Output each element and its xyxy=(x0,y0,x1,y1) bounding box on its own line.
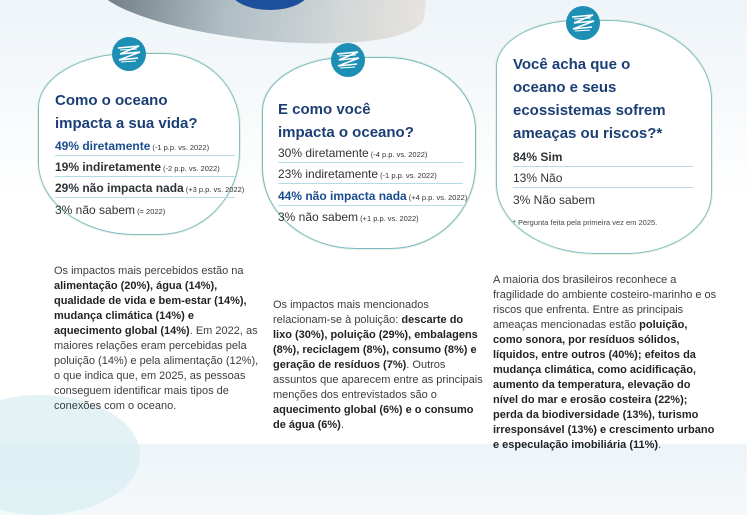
row-value: 19% indiretamente xyxy=(55,160,162,174)
paragraph-perceived-impacts xyxy=(54,264,264,414)
card1-row-no-impact xyxy=(55,181,244,195)
row-delta: (+4 p.p. vs. 2022) xyxy=(408,193,468,202)
para-text: Os impactos mais mencionados relacionam-se à poluição: xyxy=(273,299,429,326)
card3-title-line3: ecossistemas sofrem xyxy=(513,102,666,119)
para-text: . xyxy=(658,439,662,451)
card1-title xyxy=(55,89,198,135)
card3-row-yes xyxy=(513,150,562,164)
globe-icon xyxy=(566,6,600,40)
card1-row-indirectly xyxy=(55,160,220,174)
row-delta: (-4 p.p. vs. 2022) xyxy=(370,150,428,159)
row-delta: (+3 p.p. vs. 2022) xyxy=(185,185,245,194)
para-text: . Outros assuntos que aparecem entre as principais menções dos entrevistados são o xyxy=(273,359,483,401)
row-delta: (-1 p.p. vs. 2022) xyxy=(380,171,437,180)
card2-row-no-impact xyxy=(278,189,467,203)
paragraph-mentioned-impacts xyxy=(273,298,483,433)
para-text: . xyxy=(340,419,344,431)
separator xyxy=(55,155,235,156)
card2-title xyxy=(278,98,414,144)
card3-row-no xyxy=(513,171,562,185)
card3-title xyxy=(513,53,666,145)
separator xyxy=(278,183,463,184)
row-value: 49% diretamente xyxy=(55,139,151,153)
card1-row-directly xyxy=(55,139,209,153)
row-delta: (-2 p.p. vs. 2022) xyxy=(163,164,220,173)
row-delta: (+1 p.p. vs. 2022) xyxy=(360,214,419,223)
card1-row-dont-know xyxy=(55,203,165,217)
para-bold: aquecimento global (6%) e o consumo de água (6%) xyxy=(273,404,474,431)
separator xyxy=(513,187,693,188)
para-text: . Em 2022, as maiores relações eram percebidas pela poluição (14%) e pela alimentação (12%), o que indica que, em 2025, as pessoas conseguem identificar mais tipos de conexões com o oceano. xyxy=(54,325,259,412)
row-value: 29% não impacta nada xyxy=(55,181,184,195)
row-value: 3% Não sabem xyxy=(513,193,596,207)
para-text: A maioria dos brasileiros reconhece a fragilidade do ambiente costeiro-marinho e os riscos que enfrenta. Entre as principais ameaças mencionadas estão xyxy=(493,274,717,331)
card2-title-line1: E como você xyxy=(278,101,371,118)
card3-title-line1: Você acha que o xyxy=(513,56,631,73)
card3-title-line2: oceano e seus xyxy=(513,79,617,96)
separator xyxy=(55,176,235,177)
card2-row-dont-know xyxy=(278,210,419,224)
row-value: 30% diretamente xyxy=(278,146,369,160)
globe-icon xyxy=(331,43,365,77)
separator xyxy=(278,205,463,206)
card1-title-line1: Como o oceano xyxy=(55,92,168,109)
card3-title-line4: ameaças ou riscos?* xyxy=(513,125,663,142)
paragraph-threats xyxy=(493,273,718,453)
separator xyxy=(55,197,235,198)
separator xyxy=(278,162,463,163)
card1-title-line2: impacta a sua vida? xyxy=(55,115,198,132)
row-delta: (= 2022) xyxy=(137,207,166,216)
card3-footnote: * Pergunta feita pela primeira vez em 2025. xyxy=(513,218,658,227)
globe-icon xyxy=(112,37,146,71)
row-delta: (-1 p.p. vs. 2022) xyxy=(152,143,210,152)
para-text: Os impactos mais percebidos estão na xyxy=(54,265,244,277)
para-bold: alimentação (20%), água (14%), qualidade de vida e bem-estar (14%), mudança climática (14%) e aquecimento global (14%) xyxy=(54,280,247,337)
separator xyxy=(513,166,693,167)
row-value: 3% não sabem xyxy=(55,203,136,217)
para-bold: poluição, como sonora, por resíduos sólidos, líquidos, entre outros (40%); efeitos da mudança climática, como acidificação, aumento da temperatura, elevação do nível do mar e erosão costeira (22%); perda da biodiversidade (13%), turismo irresponsável (13%) e crescimento urbano e especulação imobiliária (11%) xyxy=(493,319,715,451)
row-value: 84% Sim xyxy=(513,150,563,164)
card2-row-directly xyxy=(278,146,427,160)
row-value: 3% não sabem xyxy=(278,210,359,224)
card2-row-indirectly xyxy=(278,167,437,181)
row-value: 13% Não xyxy=(513,171,563,185)
card2-title-line2: impacta o oceano? xyxy=(278,124,414,141)
card3-row-dont-know xyxy=(513,193,595,207)
row-value: 44% não impacta nada xyxy=(278,189,407,203)
para-bold: descarte do lixo (30%), poluição (29%), embalagens (8%), reciclagem (8%), consumo (8%) e geração de resíduos (7%) xyxy=(273,314,478,371)
row-value: 23% indiretamente xyxy=(278,167,379,181)
